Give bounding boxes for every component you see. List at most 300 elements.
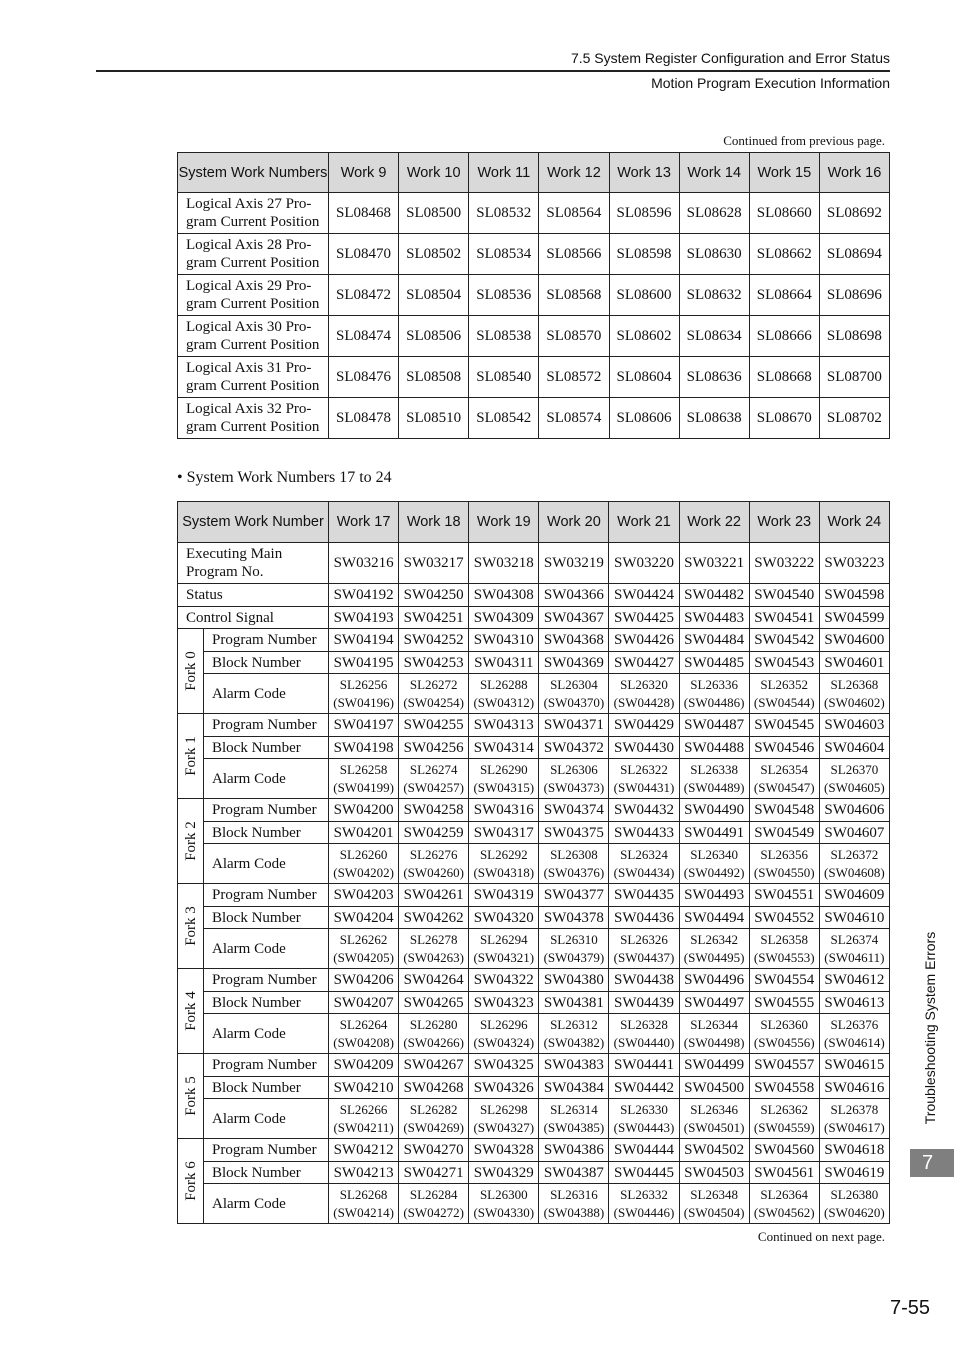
alarm-cell (609, 674, 679, 714)
register-cell: SW04377 (539, 884, 609, 907)
alarm-cell (469, 929, 539, 969)
register-cell: SL08636 (679, 357, 749, 398)
register-cell: SW04316 (469, 799, 539, 822)
alarm-cell (399, 759, 469, 799)
alarm-register: SL26344 (690, 1016, 738, 1032)
alarm-cell (469, 844, 539, 884)
register-cell: SW04561 (749, 1162, 819, 1184)
alarm-register: SL26322 (620, 761, 668, 777)
alarm-register: SL26328 (620, 1016, 668, 1032)
register-cell: SW04618 (819, 1139, 889, 1162)
alarm-register: SL26278 (409, 931, 458, 947)
fork-block-row (178, 1162, 890, 1184)
fork-alarm-row (178, 674, 890, 714)
alarm-cell (679, 759, 749, 799)
register-cell: SW04612 (819, 969, 889, 992)
register-cell: SW04259 (399, 822, 469, 844)
register-cell: SW04540 (749, 584, 819, 607)
column-header: Work 24 (819, 502, 889, 543)
alarm-register: SL26342 (690, 931, 738, 947)
row-label: Block Number (204, 822, 329, 844)
alarm-register-alt: (SW04498) (683, 1034, 745, 1050)
register-cell: SL08564 (539, 193, 609, 234)
alarm-register: SL26296 (479, 1016, 528, 1032)
register-cell: SW04250 (399, 584, 469, 607)
header-rule (96, 70, 890, 72)
alarm-register-alt: (SW04492) (683, 864, 745, 880)
register-cell: SL08536 (469, 275, 539, 316)
register-cell: SW04600 (819, 629, 889, 652)
register-cell: SW04209 (329, 1054, 399, 1077)
register-cell: SW04262 (399, 907, 469, 929)
register-cell: SW04322 (469, 969, 539, 992)
alarm-register: SL26346 (690, 1101, 738, 1117)
register-cell: SW04433 (609, 822, 679, 844)
alarm-cell (539, 844, 609, 884)
fork-label: Fork 0 (182, 651, 199, 691)
register-cell: SW04253 (399, 652, 469, 674)
alarm-register-alt: (SW04388) (543, 1204, 605, 1220)
alarm-cell (819, 1014, 889, 1054)
alarm-register-alt: (SW04214) (333, 1204, 394, 1220)
alarm-register: SL26370 (830, 761, 879, 777)
register-cell: SL08470 (329, 234, 399, 275)
fork-program-row (178, 1054, 890, 1077)
register-cell: SW04320 (469, 907, 539, 929)
alarm-register: SL26358 (760, 931, 809, 947)
register-cell: SW04502 (679, 1139, 749, 1162)
alarm-register: SL26348 (690, 1186, 738, 1202)
register-cell: SW04493 (679, 884, 749, 907)
register-cell: SL08670 (749, 398, 819, 439)
alarm-cell (399, 1184, 469, 1224)
column-header: Work 19 (469, 502, 539, 543)
alarm-register-alt: (SW04257) (403, 779, 465, 795)
alarm-register-alt: (SW04501) (683, 1119, 745, 1135)
register-cell: SW04267 (399, 1054, 469, 1077)
row-label: Block Number (204, 907, 329, 929)
register-cell: SW04482 (679, 584, 749, 607)
alarm-register: SL26380 (830, 1186, 879, 1202)
alarm-register: SL26300 (479, 1186, 528, 1202)
row-label: Alarm Code (204, 674, 329, 714)
register-cell: SL08698 (819, 316, 889, 357)
fork-label-cell (178, 799, 204, 884)
row-label: Alarm Code (204, 929, 329, 969)
alarm-cell (819, 1099, 889, 1139)
register-cell: SW04384 (539, 1077, 609, 1099)
register-cell: SL08660 (749, 193, 819, 234)
row-label: Logical Axis 32 Pro-gram Current Position (178, 398, 329, 439)
register-cell: SW04503 (679, 1162, 749, 1184)
fork-label-cell (178, 969, 204, 1054)
register-cell: SW04545 (749, 714, 819, 737)
table-header-row (178, 153, 890, 193)
register-cell: SW04311 (469, 652, 539, 674)
register-cell: SW04542 (749, 629, 819, 652)
fork-alarm-row (178, 929, 890, 969)
alarm-register-alt: (SW04315) (473, 779, 535, 795)
register-cell: SW04558 (749, 1077, 819, 1099)
register-cell: SL08602 (609, 316, 679, 357)
alarm-register-alt: (SW04312) (473, 694, 535, 710)
alarm-register-alt: (SW04318) (473, 864, 535, 880)
fork-block-row (178, 992, 890, 1014)
register-cell: SW04494 (679, 907, 749, 929)
register-cell: SW04497 (679, 992, 749, 1014)
alarm-cell (679, 674, 749, 714)
alarm-cell (539, 929, 609, 969)
register-cell: SW04557 (749, 1054, 819, 1077)
register-cell: SL08696 (819, 275, 889, 316)
register-cell: SW04268 (399, 1077, 469, 1099)
alarm-register: SL26372 (830, 846, 879, 862)
alarm-register-alt: (SW04434) (613, 864, 675, 880)
register-cell: SW04500 (679, 1077, 749, 1099)
alarm-register: SL26274 (409, 761, 458, 777)
register-cell: SW04317 (469, 822, 539, 844)
alarm-register-alt: (SW04263) (403, 949, 465, 965)
register-cell: SL08598 (609, 234, 679, 275)
alarm-register: SL26332 (620, 1186, 668, 1202)
alarm-register: SL26338 (690, 761, 738, 777)
alarm-register-alt: (SW04559) (753, 1119, 815, 1135)
register-cell: SW04444 (609, 1139, 679, 1162)
alarm-register: SL26284 (409, 1186, 458, 1202)
register-cell: SW04425 (609, 607, 679, 629)
row-label: Logical Axis 30 Pro-gram Current Position (178, 316, 329, 357)
register-cell: SL08476 (329, 357, 399, 398)
column-header: Work 20 (539, 502, 609, 543)
row-label: Program Number (204, 969, 329, 992)
alarm-register-alt: (SW04608) (824, 864, 885, 880)
register-cell: SW04560 (749, 1139, 819, 1162)
alarm-cell (679, 929, 749, 969)
register-cell: SW04374 (539, 799, 609, 822)
column-header: Work 18 (399, 502, 469, 543)
register-cell: SL08506 (399, 316, 469, 357)
register-cell: SL08502 (399, 234, 469, 275)
alarm-register: SL26258 (339, 761, 388, 777)
alarm-register-alt: (SW04544) (753, 694, 815, 710)
register-cell: SL08468 (329, 193, 399, 234)
fork-program-row (178, 799, 890, 822)
alarm-cell (469, 1099, 539, 1139)
column-header: Work 10 (399, 153, 469, 193)
alarm-cell (609, 1099, 679, 1139)
register-cell: SW04601 (819, 652, 889, 674)
alarm-register-alt: (SW04495) (683, 949, 745, 965)
alarm-cell (329, 759, 399, 799)
register-cell: SW04252 (399, 629, 469, 652)
fork-label-cell (178, 1054, 204, 1139)
register-cell: SL08574 (539, 398, 609, 439)
alarm-register-alt: (SW04553) (753, 949, 815, 965)
register-cell: SW04551 (749, 884, 819, 907)
row-label: Program Number (204, 799, 329, 822)
register-cell: SL08632 (679, 275, 749, 316)
register-cell: SW03217 (399, 543, 469, 584)
register-cell: SL08702 (819, 398, 889, 439)
alarm-register: SL26354 (760, 761, 809, 777)
alarm-register-alt: (SW04208) (333, 1034, 394, 1050)
register-cell: SW04613 (819, 992, 889, 1014)
section-title: 7.5 System Register Configuration and Error Status (570, 50, 890, 66)
register-cell: SL08572 (539, 357, 609, 398)
register-cell: SW04198 (329, 737, 399, 759)
register-cell: SW04264 (399, 969, 469, 992)
register-cell: SW04383 (539, 1054, 609, 1077)
row-label: Alarm Code (204, 844, 329, 884)
register-cell: SL08504 (399, 275, 469, 316)
register-cell: SW04442 (609, 1077, 679, 1099)
register-cell: SW03221 (679, 543, 749, 584)
alarm-cell (539, 674, 609, 714)
register-cell: SW04546 (749, 737, 819, 759)
register-cell: SW04604 (819, 737, 889, 759)
table-row (178, 607, 890, 629)
alarm-register-alt: (SW04269) (403, 1119, 465, 1135)
alarm-register: SL26368 (830, 676, 879, 692)
chapter-side-title: Troubleshooting System Errors (922, 931, 938, 1125)
register-cell: SW04610 (819, 907, 889, 929)
alarm-cell (399, 1099, 469, 1139)
alarm-cell (539, 759, 609, 799)
register-cell: SW04265 (399, 992, 469, 1014)
alarm-cell (539, 1014, 609, 1054)
column-header: Work 15 (749, 153, 819, 193)
register-cell: SW04270 (399, 1139, 469, 1162)
register-cell: SW03223 (819, 543, 889, 584)
system-work-table-9-16 (177, 152, 890, 439)
alarm-register: SL26336 (690, 676, 738, 692)
alarm-register-alt: (SW04260) (403, 864, 465, 880)
alarm-register: SL26276 (409, 846, 458, 862)
alarm-register: SL26266 (339, 1101, 388, 1117)
alarm-cell (329, 1014, 399, 1054)
fork-alarm-row (178, 1184, 890, 1224)
column-header: Work 21 (609, 502, 679, 543)
register-cell: SW04203 (329, 884, 399, 907)
register-cell: SW04483 (679, 607, 749, 629)
alarm-register: SL26326 (620, 931, 668, 947)
alarm-cell (819, 1184, 889, 1224)
alarm-register: SL26256 (339, 676, 388, 692)
column-header: Work 23 (749, 502, 819, 543)
fork-label-cell (178, 629, 204, 714)
table-row (178, 543, 890, 584)
fork-label: Fork 3 (182, 906, 199, 946)
register-cell: SL08664 (749, 275, 819, 316)
fork-program-row (178, 714, 890, 737)
alarm-register: SL26362 (760, 1101, 809, 1117)
register-cell: SW04308 (469, 584, 539, 607)
register-cell: SL08540 (469, 357, 539, 398)
alarm-register-alt: (SW04327) (473, 1119, 535, 1135)
register-cell: SW04488 (679, 737, 749, 759)
alarm-register-alt: (SW04620) (824, 1204, 885, 1220)
register-cell: SW04599 (819, 607, 889, 629)
continued-next-note: Continued on next page. (757, 1229, 885, 1244)
alarm-cell (679, 1014, 749, 1054)
register-cell: SW04555 (749, 992, 819, 1014)
register-cell: SW04552 (749, 907, 819, 929)
chapter-tab: 7 (910, 1149, 954, 1177)
alarm-register-alt: (SW04602) (824, 694, 885, 710)
register-cell: SW04213 (329, 1162, 399, 1184)
register-cell: SW04329 (469, 1162, 539, 1184)
register-cell: SW04429 (609, 714, 679, 737)
register-cell: SW04192 (329, 584, 399, 607)
alarm-register-alt: (SW04330) (473, 1204, 535, 1220)
alarm-cell (539, 1184, 609, 1224)
register-cell: SW04251 (399, 607, 469, 629)
alarm-register: SL26376 (830, 1016, 879, 1032)
fork-label: Fork 6 (182, 1161, 199, 1201)
fork-alarm-row (178, 844, 890, 884)
alarm-register-alt: (SW04321) (473, 949, 535, 965)
alarm-cell (329, 844, 399, 884)
alarm-register: SL26330 (620, 1101, 668, 1117)
register-cell: SL08694 (819, 234, 889, 275)
fork-alarm-row (178, 1014, 890, 1054)
alarm-register: SL26374 (830, 931, 879, 947)
register-cell: SL08474 (329, 316, 399, 357)
row-label: Block Number (204, 992, 329, 1014)
row-label: Executing Main Program No. (178, 543, 329, 584)
row-label: Program Number (204, 1139, 329, 1162)
fork-block-row (178, 737, 890, 759)
register-cell: SL08596 (609, 193, 679, 234)
alarm-register-alt: (SW04428) (613, 694, 675, 710)
alarm-cell (329, 1099, 399, 1139)
alarm-cell (749, 674, 819, 714)
fork-alarm-row (178, 759, 890, 799)
fork-block-row (178, 822, 890, 844)
alarm-register: SL26364 (760, 1186, 809, 1202)
register-cell: SW04371 (539, 714, 609, 737)
register-cell: SW04375 (539, 822, 609, 844)
alarm-cell (399, 674, 469, 714)
alarm-register-alt: (SW04446) (613, 1204, 675, 1220)
register-cell: SW04491 (679, 822, 749, 844)
register-cell: SL08566 (539, 234, 609, 275)
alarm-cell (399, 929, 469, 969)
register-cell: SL08668 (749, 357, 819, 398)
register-cell: SL08472 (329, 275, 399, 316)
alarm-register: SL26272 (409, 676, 458, 692)
register-cell: SW04328 (469, 1139, 539, 1162)
register-cell: SW04323 (469, 992, 539, 1014)
register-cell: SL08606 (609, 398, 679, 439)
register-cell: SL08568 (539, 275, 609, 316)
alarm-cell (679, 844, 749, 884)
section-bullet: • System Work Numbers 17 to 24 (177, 469, 392, 486)
register-cell: SW04194 (329, 629, 399, 652)
alarm-register-alt: (SW04266) (403, 1034, 465, 1050)
column-header: Work 9 (329, 153, 399, 193)
register-cell: SW04484 (679, 629, 749, 652)
alarm-cell (469, 674, 539, 714)
register-cell: SW04607 (819, 822, 889, 844)
register-cell: SL08570 (539, 316, 609, 357)
register-cell: SW04439 (609, 992, 679, 1014)
alarm-cell (469, 759, 539, 799)
fork-label: Fork 1 (182, 736, 199, 776)
alarm-cell (749, 759, 819, 799)
table-row (178, 234, 890, 275)
register-cell: SW04603 (819, 714, 889, 737)
register-cell: SW03218 (469, 543, 539, 584)
register-cell: SW04609 (819, 884, 889, 907)
alarm-register-alt: (SW04504) (683, 1204, 745, 1220)
alarm-cell (399, 844, 469, 884)
alarm-register: SL26262 (339, 931, 388, 947)
fork-label: Fork 2 (182, 821, 199, 861)
row-label: Program Number (204, 1054, 329, 1077)
register-cell: SW04441 (609, 1054, 679, 1077)
continued-from-note: Continued from previous page. (723, 133, 885, 148)
alarm-register: SL26352 (760, 676, 809, 692)
register-cell: SW04326 (469, 1077, 539, 1099)
alarm-register-alt: (SW04556) (753, 1034, 815, 1050)
register-cell: SW04541 (749, 607, 819, 629)
register-cell: SW04616 (819, 1077, 889, 1099)
alarm-register-alt: (SW04550) (753, 864, 815, 880)
register-cell: SW04554 (749, 969, 819, 992)
register-cell: SW03219 (539, 543, 609, 584)
register-cell: SL08510 (399, 398, 469, 439)
register-cell: SW04271 (399, 1162, 469, 1184)
alarm-cell (819, 929, 889, 969)
alarm-register-alt: (SW04611) (824, 949, 885, 965)
register-cell: SW04197 (329, 714, 399, 737)
alarm-register-alt: (SW04440) (613, 1034, 675, 1050)
table-row (178, 275, 890, 316)
column-header: Work 11 (469, 153, 539, 193)
register-cell: SW04193 (329, 607, 399, 629)
register-cell: SW03222 (749, 543, 819, 584)
register-cell: SW04499 (679, 1054, 749, 1077)
register-cell: SW04201 (329, 822, 399, 844)
fork-program-row (178, 884, 890, 907)
register-cell: SW04427 (609, 652, 679, 674)
register-cell: SL08662 (749, 234, 819, 275)
alarm-cell (469, 1014, 539, 1054)
row-label: Alarm Code (204, 1014, 329, 1054)
alarm-register-alt: (SW04202) (333, 864, 394, 880)
alarm-register: SL26260 (339, 846, 388, 862)
alarm-register: SL26324 (620, 846, 668, 862)
row-label: Block Number (204, 652, 329, 674)
system-work-table-17-24 (177, 501, 890, 1224)
alarm-register: SL26310 (550, 931, 598, 947)
header-corner: System Work Number (178, 502, 329, 543)
alarm-register: SL26378 (830, 1101, 879, 1117)
register-cell: SL08630 (679, 234, 749, 275)
table-row (178, 357, 890, 398)
alarm-register: SL26306 (550, 761, 598, 777)
alarm-cell (679, 1184, 749, 1224)
register-cell: SL08628 (679, 193, 749, 234)
alarm-register-alt: (SW04486) (683, 694, 745, 710)
alarm-register: SL26268 (339, 1186, 388, 1202)
register-cell: SW04426 (609, 629, 679, 652)
alarm-cell (749, 929, 819, 969)
alarm-register-alt: (SW04211) (333, 1119, 394, 1135)
register-cell: SL08500 (399, 193, 469, 234)
register-cell: SW04549 (749, 822, 819, 844)
